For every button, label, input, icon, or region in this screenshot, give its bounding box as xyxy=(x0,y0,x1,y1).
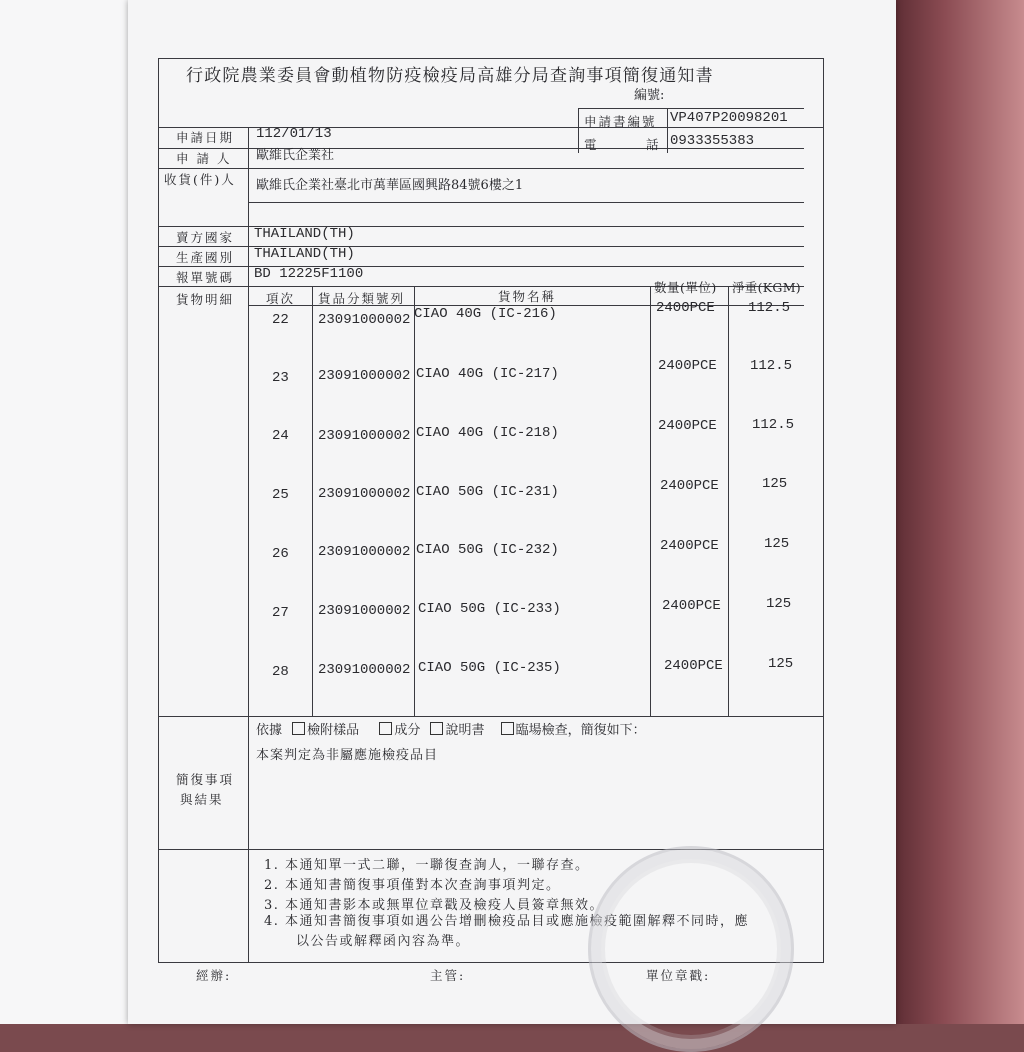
declaration-value: BD 12225F1100 xyxy=(254,266,364,282)
cell-code: 23091000002 xyxy=(318,544,411,560)
supervisor-label: 主管: xyxy=(430,968,466,983)
apply-date-value: 112/01/13 xyxy=(256,126,332,142)
checkbox-inspection[interactable] xyxy=(501,722,514,735)
reply-suffix: ，簡復如下： xyxy=(567,723,646,738)
applicant-value: 歐維氏企業社 xyxy=(256,148,335,163)
rule xyxy=(248,849,249,963)
cell-item: 25 xyxy=(272,487,289,503)
phone-label-1: 電 xyxy=(584,137,599,152)
cell-code: 23091000002 xyxy=(318,428,411,444)
consignee-label: 收貨(件)人 xyxy=(164,172,236,187)
rule xyxy=(578,108,804,109)
option-component: 成分 xyxy=(394,723,421,738)
cell-qty: 2400PCE xyxy=(660,538,719,554)
cell-name: CIAO 40G (IC-218) xyxy=(416,425,559,441)
rule xyxy=(158,168,804,169)
seller-country-value: THAILAND(TH) xyxy=(254,226,355,242)
basis-label: 依據 xyxy=(256,723,283,738)
declaration-label: 報單號碼 xyxy=(176,270,235,285)
result-options xyxy=(256,722,646,739)
rule xyxy=(248,716,249,849)
rule xyxy=(414,286,415,716)
background-left xyxy=(0,0,132,1024)
document-title: 行政院農業委員會動植物防疫檢疫局高雄分局查詢事項簡復通知書 xyxy=(186,66,714,86)
phone-label-2: 話 xyxy=(646,137,661,152)
checkbox-manual[interactable] xyxy=(430,722,443,735)
list-item: 2. 本通知書簡復事項僅對本次查詢事項判定。 xyxy=(264,878,561,893)
rule xyxy=(578,108,579,153)
list-item: 4. 本通知書簡復事項如遇公告增刪檢疫品目或應施檢疫範圍解釋不同時，應 xyxy=(264,914,750,929)
rule xyxy=(158,849,824,850)
cell-item: 26 xyxy=(272,546,289,562)
rule xyxy=(650,286,651,716)
consignee-value: 歐維氏企業社臺北市萬華區國興路84號6樓之1 xyxy=(256,178,524,193)
origin-label: 生產國別 xyxy=(176,250,235,265)
apply-date-label: 申請日期 xyxy=(176,130,235,145)
list-item: 以公告或解釋函內容為準。 xyxy=(296,934,471,949)
col-header-code: 貨品分類號列 xyxy=(318,291,406,306)
rule xyxy=(248,202,804,203)
result-label-2: 與結果 xyxy=(180,792,224,807)
cell-item: 28 xyxy=(272,664,289,680)
rule xyxy=(248,127,249,717)
cell-code: 23091000002 xyxy=(318,368,411,384)
checkbox-component[interactable] xyxy=(379,722,392,735)
cell-name: CIAO 50G (IC-231) xyxy=(416,484,559,500)
app-no-value: VP407P20098201 xyxy=(670,110,788,126)
list-item: 1. 本通知單一式二聯，一聯復查詢人，一聯存查。 xyxy=(264,858,590,873)
list-item: 3. 本通知書影本或無單位章戳及檢疫人員簽章無效。 xyxy=(264,898,605,913)
stamp-label: 單位章戳: xyxy=(646,968,711,983)
cell-weight: 125 xyxy=(766,596,792,612)
cell-name: CIAO 50G (IC-233) xyxy=(418,601,561,617)
cell-qty: 2400PCE xyxy=(664,658,723,674)
cell-weight: 112.5 xyxy=(750,358,793,374)
col-header-weight: 淨重(KGM) xyxy=(732,280,801,295)
origin-value: THAILAND(TH) xyxy=(254,246,355,262)
cell-name: CIAO 40G (IC-217) xyxy=(416,366,559,382)
checkbox-sample[interactable] xyxy=(292,722,305,735)
result-label-1: 簡復事項 xyxy=(176,772,235,787)
col-header-qty: 數量(單位) xyxy=(654,280,717,295)
cell-name: CIAO 40G (IC-216) xyxy=(414,306,557,322)
cell-item: 27 xyxy=(272,605,289,621)
cell-name: CIAO 50G (IC-235) xyxy=(418,660,561,676)
option-sample: 檢附樣品 xyxy=(307,723,360,738)
result-conclusion: 本案判定為非屬應施檢疫品目 xyxy=(256,748,439,763)
cell-code: 23091000002 xyxy=(318,662,411,678)
cell-weight: 125 xyxy=(762,476,788,492)
rule xyxy=(728,286,729,716)
cell-qty: 2400PCE xyxy=(662,598,721,614)
cell-item: 22 xyxy=(272,312,289,328)
cell-weight: 125 xyxy=(768,656,794,672)
cell-code: 23091000002 xyxy=(318,312,411,328)
cell-qty: 2400PCE xyxy=(656,300,715,316)
phone-value: 0933355383 xyxy=(670,133,755,149)
cell-qty: 2400PCE xyxy=(660,478,719,494)
goods-section-label: 貨物明細 xyxy=(176,292,235,307)
col-header-item: 項次 xyxy=(266,291,296,306)
cell-qty: 2400PCE xyxy=(658,358,717,374)
seller-country-label: 賣方國家 xyxy=(176,230,235,245)
rule xyxy=(312,286,313,716)
rule xyxy=(667,108,668,153)
option-manual: 說明書 xyxy=(445,723,485,738)
applicant-label: 申 請 人 xyxy=(176,151,232,166)
col-header-name: 貨物名稱 xyxy=(498,289,557,304)
option-inspection: 臨場檢查 xyxy=(515,723,568,738)
cell-qty: 2400PCE xyxy=(658,418,717,434)
background-right xyxy=(890,0,1024,1024)
number-label: 編號: xyxy=(634,88,665,103)
cell-item: 23 xyxy=(272,370,289,386)
cell-code: 23091000002 xyxy=(318,486,411,502)
cell-code: 23091000002 xyxy=(318,603,411,619)
cell-weight: 112.5 xyxy=(752,417,795,433)
rule xyxy=(158,716,824,717)
embossed-seal xyxy=(588,846,794,1052)
app-no-label: 申請書編號 xyxy=(584,114,657,129)
handler-label: 經辦: xyxy=(196,968,232,983)
cell-name: CIAO 50G (IC-232) xyxy=(416,542,559,558)
cell-weight: 125 xyxy=(764,536,790,552)
cell-weight: 112.5 xyxy=(748,300,791,316)
cell-item: 24 xyxy=(272,428,289,444)
